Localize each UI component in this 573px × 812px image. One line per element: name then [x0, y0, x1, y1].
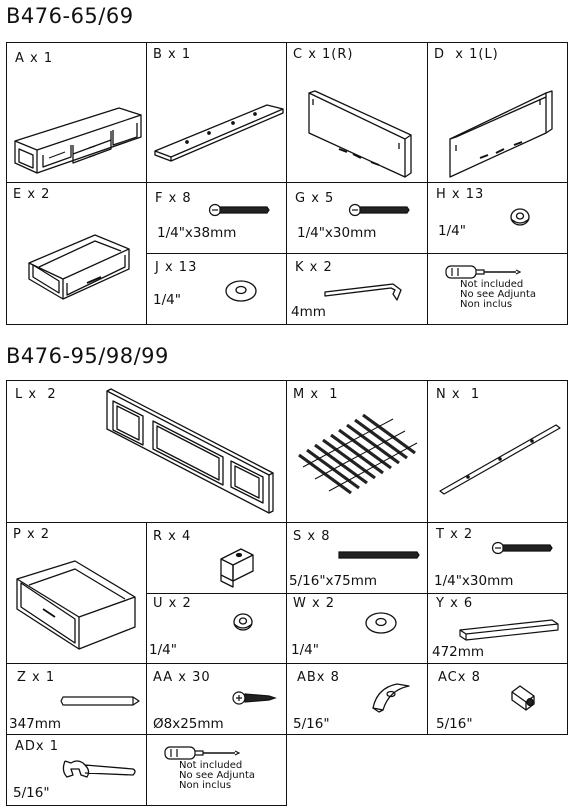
part-cell-l — [6, 380, 287, 523]
part-label: T x 2 — [436, 527, 474, 542]
flat-washer-icon — [363, 610, 399, 636]
part-label: P x 2 — [13, 527, 51, 542]
part-label: N x 1 — [436, 387, 481, 402]
section1-title: B476-65/69 — [6, 4, 134, 28]
wood-screw-icon — [231, 686, 277, 710]
part-label: M x 1 — [293, 387, 339, 402]
part-cell-w — [286, 593, 428, 664]
part-label: C x 1(R) — [293, 47, 354, 62]
flat-washer-icon — [223, 278, 259, 304]
part-cell-t — [427, 522, 568, 594]
part-cell-ac — [427, 663, 568, 735]
part-size: 1/4" — [153, 292, 181, 308]
tool-note-3: Non inclus — [460, 299, 513, 310]
lock-washer-icon — [231, 610, 255, 634]
barrel-nut-icon — [508, 684, 538, 712]
part-size: 1/4" — [149, 642, 177, 658]
part-size: 1/4"x38mm — [157, 225, 237, 241]
part-label: A x 1 — [15, 51, 54, 66]
part-cell-h — [427, 182, 568, 254]
curved-washer-icon — [369, 680, 415, 714]
drawer-icon — [9, 203, 145, 321]
part-label: L x 2 — [15, 387, 57, 402]
part-size: 4mm — [291, 304, 326, 320]
part-label: R x 4 — [153, 529, 192, 544]
section2-title: B476-95/98/99 — [6, 344, 169, 368]
wrench-icon — [59, 755, 141, 785]
part-cell-d — [427, 42, 568, 183]
part-label: D x 1(L) — [434, 47, 499, 62]
part-size: 1/4"x30mm — [434, 573, 514, 589]
part-cell-y — [427, 593, 568, 664]
part-size: 1/4"x30mm — [297, 225, 377, 241]
part-cell-g — [286, 182, 428, 254]
part-cell-u — [146, 593, 287, 664]
part-label: B x 1 — [153, 47, 192, 62]
rail-icon — [434, 417, 564, 497]
part-size: 472mm — [432, 644, 485, 660]
bolt-icon — [207, 201, 271, 219]
part-cell-s — [286, 522, 428, 594]
part-size: 347mm — [9, 716, 62, 732]
part-cell-a — [6, 42, 147, 183]
part-label: Z x 1 — [17, 670, 56, 685]
part-cell-m — [286, 380, 428, 523]
part-label: J x 13 — [155, 260, 198, 275]
part-cell-k — [286, 253, 428, 325]
support-leg-icon — [59, 692, 143, 710]
panel-icon — [149, 65, 285, 180]
threaded-bolt-icon — [337, 549, 421, 561]
left-side-panel-icon — [430, 65, 566, 180]
part-cell-c — [286, 42, 428, 183]
bolt-icon — [347, 201, 411, 219]
part-label: G x 5 — [295, 191, 335, 206]
part-cell-f — [146, 182, 287, 254]
support-leg-icon — [456, 614, 562, 644]
right-side-panel-icon — [289, 65, 425, 180]
slat-roll-icon — [293, 409, 423, 509]
part-cell-e — [6, 182, 147, 325]
part-label: Y x 6 — [436, 596, 474, 611]
tool-note-1: Not included — [460, 279, 524, 290]
part-label: ABx 8 — [297, 670, 340, 685]
tool-note-2: No see Adjunta — [179, 770, 255, 781]
part-label: H x 13 — [436, 187, 485, 202]
part-size: 1/4" — [438, 223, 466, 239]
part-label: ACx 8 — [438, 670, 481, 685]
part-size: 5/16" — [13, 785, 50, 801]
part-size: Ø8x25mm — [153, 716, 224, 732]
part-size: 5/16"x75mm — [289, 573, 377, 589]
part-label: W x 2 — [293, 596, 336, 611]
part-label: AA x 30 — [153, 670, 211, 685]
part-cell-n — [427, 380, 568, 523]
part-cell-p — [6, 522, 147, 664]
part-label: K x 2 — [295, 260, 333, 275]
part-cell-aa — [146, 663, 287, 735]
part-label: E x 2 — [13, 187, 51, 202]
part-label: F x 8 — [155, 191, 192, 206]
tool-note-1: Not included — [179, 760, 243, 771]
part-size: 5/16" — [293, 716, 330, 732]
part-label: U x 2 — [153, 596, 192, 611]
bolt-icon — [490, 539, 554, 557]
part-size: 1/4" — [291, 642, 319, 658]
part-cell-tool-2 — [146, 734, 287, 806]
part-cell-r — [146, 522, 287, 594]
part-cell-tool — [427, 253, 568, 325]
drawer-icon — [9, 549, 145, 663]
part-cell-ad — [6, 734, 147, 806]
part-cell-j — [146, 253, 287, 325]
part-cell-ab — [286, 663, 428, 735]
part-size: 5/16" — [436, 716, 473, 732]
tool-note-3: Non inclus — [179, 780, 232, 791]
lock-washer-icon — [508, 205, 532, 229]
corner-bracket-icon — [217, 539, 257, 589]
part-cell-z — [6, 663, 147, 735]
part-cell-b — [146, 42, 287, 183]
tv-stand-icon — [9, 65, 145, 180]
part-label: ADx 1 — [15, 739, 59, 754]
part-label: S x 8 — [293, 529, 331, 544]
allen-key-icon — [323, 280, 407, 302]
tool-note-2: No see Adjunta — [460, 289, 536, 300]
headboard-panel-icon — [103, 385, 283, 519]
